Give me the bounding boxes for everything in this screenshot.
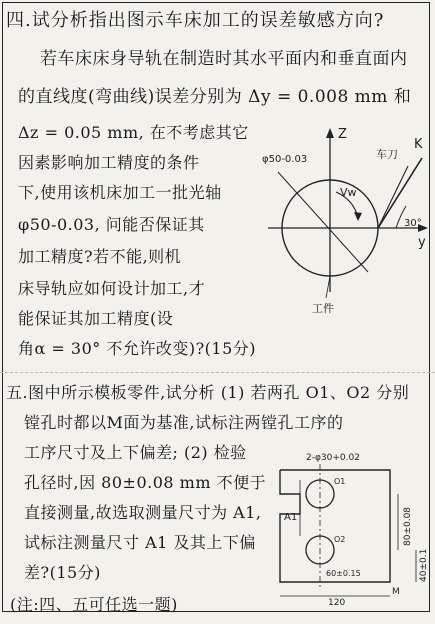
lathe-diagram	[258, 122, 430, 322]
q4-line-1: 若车床床身导轨在制造时其水平面内和垂直面内	[40, 49, 408, 69]
q4-line-4: 因素影响加工精度的条件	[18, 153, 200, 172]
tool-label: 车刀	[376, 148, 398, 161]
footnote: (注:四、五可任选一题)	[10, 595, 178, 614]
q5-line-1: 五.图中所示模板零件,试分析 (1) 若两孔 O1、O2 分别	[6, 383, 410, 402]
q5-line-6: 试标注测量尺寸 A1 及其上下偏	[24, 533, 256, 552]
o2-label: O2	[334, 535, 346, 544]
q4-line-5: 下,使用该机床加工一批光轴	[18, 183, 222, 202]
m-face-label: M	[392, 587, 400, 597]
q4-title: 四.试分析指出图示车床加工的误差敏感方向?	[6, 10, 385, 31]
q4-line-8: 床导轨应如何设计加工,才	[18, 279, 206, 298]
hole-dim-label: 2-φ30+0.02	[306, 453, 360, 463]
z-axis-label: Z	[338, 127, 347, 142]
section-separator	[0, 372, 435, 373]
q5-line-3: 工序尺寸及上下偏差; (2) 检验	[24, 443, 247, 462]
q5-line-2: 镗孔时都以M面为基准,试标注两镗孔工序的	[24, 413, 344, 432]
angle-label: 30°	[404, 218, 422, 229]
force-label: K	[414, 137, 423, 152]
width-dim-label: 120	[328, 598, 346, 606]
bottom-dim-label: 60±0.15	[326, 569, 361, 578]
velocity-label: Vw	[340, 186, 357, 199]
q4-line-7: 加工精度?若不能,则机	[18, 247, 182, 266]
a1-label: A1	[284, 512, 298, 523]
template-part-diagram	[270, 450, 430, 606]
diameter-label: φ50-0.03	[262, 154, 308, 165]
y-axis-label: y	[418, 235, 426, 250]
q5-line-5: 直接测量,故选取测量尺寸为 A1,	[24, 503, 262, 522]
q4-line-2: 的直线度(弯曲线)误差分别为 Δy = 0.008 mm 和	[18, 87, 412, 107]
q5-line-4: 孔径时,因 80±0.08 mm 不便于	[24, 473, 267, 492]
dim-80-label: 80±0.08	[403, 506, 413, 546]
dim-40-label: 40±0.1	[419, 548, 429, 582]
q4-line-3: Δz = 0.05 mm, 在不考虑其它	[18, 123, 249, 142]
o1-label: O1	[334, 477, 346, 486]
q4-line-6: φ50-0.03, 问能否保证其	[18, 215, 205, 234]
q4-line-10: 角α = 30° 不允许改变)?(15分)	[18, 339, 256, 358]
q4-line-9: 能保证其加工精度(设	[18, 309, 174, 328]
q5-line-7: 差?(15分)	[24, 563, 101, 582]
workpiece-label: 工件	[312, 302, 334, 315]
